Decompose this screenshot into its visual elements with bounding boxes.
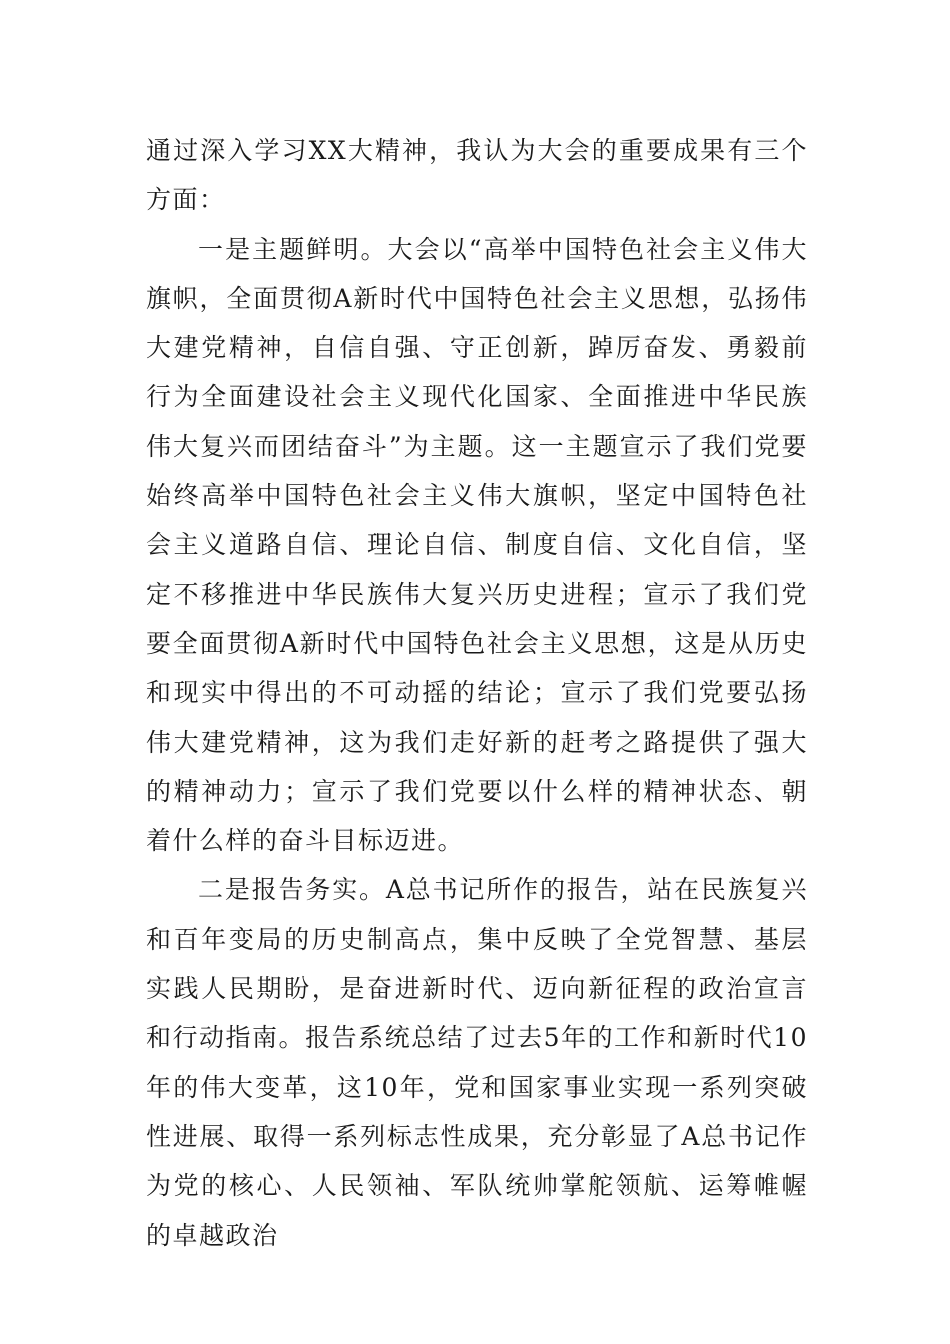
body-text: [146, 126, 808, 1260]
paragraph-report: 二是报告务实。A总书记所作的报告，站在民族复兴和百年变局的历史制高点，集中反映了全党智慧、基层实践人民期盼，是奋进新时代、迈向新征程的政治宣言和行动指南。报告系统总结了过去5年的工作和新时代10年的伟大变革，这10年，党和国家事业实现一系列突破性进展、取得一系列标志性成果，充分彰显了A总书记作为党的核心、人民领袖、军队统帅掌舵领航、运筹帷幄的卓越政治: [146, 875, 808, 1250]
paragraph-theme: 一是主题鲜明。大会以“高举中国特色社会主义伟大旗帜，全面贯彻A新时代中国特色社会主义思想，弘扬伟大建党精神，自信自强、守正创新，踔厉奋发、勇毅前行为全面建设社会主义现代化国家、全面推进中华民族伟大复兴而团结奋斗”为主题。这一主题宣示了我们党要始终高举中国特色社会主义伟大旗帜，坚定中国特色社会主义道路自信、理论自信、制度自信、文化自信，坚定不移推进中华民族伟大复兴历史进程；宣示了我们党要全面贯彻A新时代中国特色社会主义思想，这是从历史和现实中得出的不可动摇的结论；宣示了我们党要弘扬伟大建党精神，这为我们走好新的赶考之路提供了强大的精神动力；宣示了我们党要以什么样的精神状态、朝着什么样的奋斗目标迈进。: [146, 234, 808, 856]
intro-paragraph: 通过深入学习XX大精神，我认为大会的重要成果有三个方面：: [146, 136, 808, 215]
